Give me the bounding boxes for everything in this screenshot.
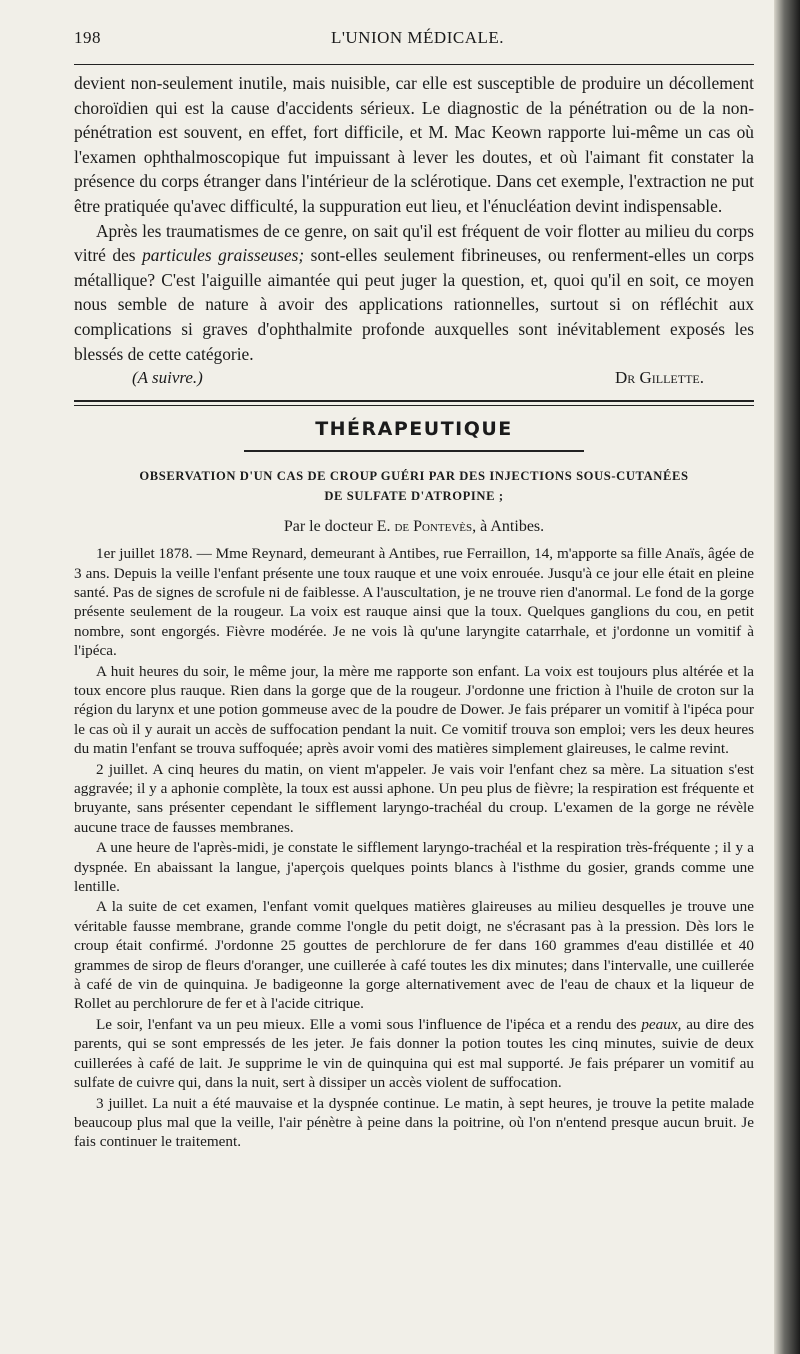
- paragraph: 3 juillet. La nuit a été mauvaise et la dyspnée continue. Le matin, à sept heures, je trouve la petite malade beaucoup plus mal que la veille, l'air pénètre à peine dans la poitrine, où l'on n'entend presque aucun bruit. Je fais continuer le traitement.: [74, 1094, 754, 1151]
- paragraph: Après les traumatismes de ce genre, on sait qu'il est fréquent de voir flotter au milieu du corps vitré des particules graisseuses; sont-elles seulement fibrineuses, ou renferment-elles un corps métallique? C'est l'aiguille aimantée qui peut juger la question, et, quoi qu'il en soit, ce moyen nous semble de nature à avoir des applications rationnelles, surtout si on réfléchit aux complications si graves d'ophthalmite profonde auxquelles sont inévitablement exposés les blessés de cette catégorie.: [74, 220, 754, 364]
- journal-page: [74, 28, 754, 1152]
- paragraph: A une heure de l'après-midi, je constate le sifflement laryngo-trachéal et la respiration très-fréquente ; il y a dyspnée. En abaissant la langue, j'aperçois quelques points blancs à l'isthme du gosier, grands comme une lentille.: [74, 839, 754, 896]
- title-underline: [244, 450, 584, 452]
- paragraph: 1er juillet 1878. — Mme Reynard, demeurant à Antibes, rue Ferraillon, 14, m'apporte sa fille Anaïs, âgée de 3 ans. Depuis la veille l'enfant présente une toux rauque et une voix enrouée. Jusqu'à ce jour elle était en pleine santé. Pas de signes de scrofule ni de faiblesse. A l'auscultation, je ne trouve rien d'anormal. Le fond de la gorge présente seulement de la rougeur. La voix est rauque ainsi que la toux. Quelques ganglions du cou, en petit nombre, sont engorgés. Fièvre modérée. Je ne vois là qu'une laryngite catarrhale, et j'ordonne un vomitif à l'ipéca.: [74, 545, 754, 660]
- article-signoff: [74, 366, 754, 390]
- journal-title: L'UNION MÉDICALE.: [330, 28, 504, 47]
- observation-body: [74, 544, 754, 1152]
- paragraph: devient non-seulement inutile, mais nuisible, car elle est susceptible de produire un décollement choroïdien qui est la cause d'accidents sérieux. Le diagnostic de la pénétration ou de la non-pénétration est souvent, en effet, fort difficile, et M. Mac Keown rapporte lui-même un cas où l'examen ophthalmoscopique fut impuissant à lever les doutes, et où l'aimant fit constater la présence du corps étranger dans l'intérieur de la sclérotique. Dans cet exemple, l'extraction ne put être pratiquée qu'avec difficulté, la suppuration eut lieu, et l'énucléation devint indispensable.: [74, 73, 754, 216]
- section-divider: [74, 400, 754, 406]
- page-number: 198: [74, 28, 101, 47]
- running-header: [74, 28, 754, 65]
- observation-title: OBSERVATION D'UN CAS DE CROUP GUÉRI PAR DES INJECTIONS SOUS-CUTANÉES DE SULFATE D'ATROPINE ;: [139, 469, 689, 504]
- paragraph: A la suite de cet examen, l'enfant vomit quelques matières glaireuses au milieu desquelles je trouve une véritable fausse membrane, grande comme l'ongle du petit doigt, ne s'écrasant pas à la pression. Dès lors le croup était confirmé. J'ordonne 25 gouttes de perchlorure de fer dans 160 grammes d'eau distillée et 40 grammes de sirop de fleurs d'oranger, une cuillerée à café toutes les dix minutes; dans l'intervalle, une cuillerée à café de vin de quinquina. Je badigeonne la gorge alternativement avec de l'eau de chaux et la liqueur de Rollet au perchlorure de fer et à l'acide citrique.: [74, 898, 754, 1013]
- to-be-continued: (A suivre.): [132, 368, 203, 388]
- author-byline: Par le docteur E. de Pontevès, à Antibes.: [283, 518, 545, 536]
- page-edge-shadow: [774, 0, 800, 1354]
- section-title: THÉRAPEUTIQUE: [315, 418, 513, 441]
- author-signature: Dr Gillette.: [614, 368, 704, 388]
- paragraph: 2 juillet. A cinq heures du matin, on vient m'appeler. Je vais voir l'enfant chez sa mère. La situation s'est aggravée; il y a aphonie complète, la toux est aussi aphone. Un peu plus de fièvre; la respiration est fréquente et bruyante, sans présenter cependant le sifflement laryngo-trachéal du croup. L'examen de la gorge ne révèle aucune trace de fausses membranes.: [74, 760, 754, 836]
- paragraph: A huit heures du soir, le même jour, la mère me rapporte son enfant. La voix est toujours plus altérée et la toux encore plus rauque. Rien dans la gorge que de la rougeur. J'ordonne une friction à l'huile de croton sur la région du larynx et une potion gommeuse avec de la poudre de Dower. Je fais préparer un vomitif à l'ipéca pour le cas où il y aurait un accès de suffocation pendant la nuit. Ce vomitif trouva son emploi; vers les deux heures du matin l'enfant se trouva suffoquée; après avoir vomi des matières simplement glaireuses, le calme revint.: [74, 662, 754, 758]
- paragraph: Le soir, l'enfant va un peu mieux. Elle a vomi sous l'influence de l'ipéca et a rendu des peaux, au dire des parents, qui se sont empressés de les jeter. Je fais donner la potion toutes les cinq minutes, suivie de deux cuillerées à café de lait. Je supprime le vin de quinquina qui est mal supporté. Je fais préparer un vomitif au sulfate de cuivre qui, dans la nuit, sert à dissiper un accès violent de suffocation.: [74, 1015, 754, 1092]
- continued-article: [74, 71, 754, 366]
